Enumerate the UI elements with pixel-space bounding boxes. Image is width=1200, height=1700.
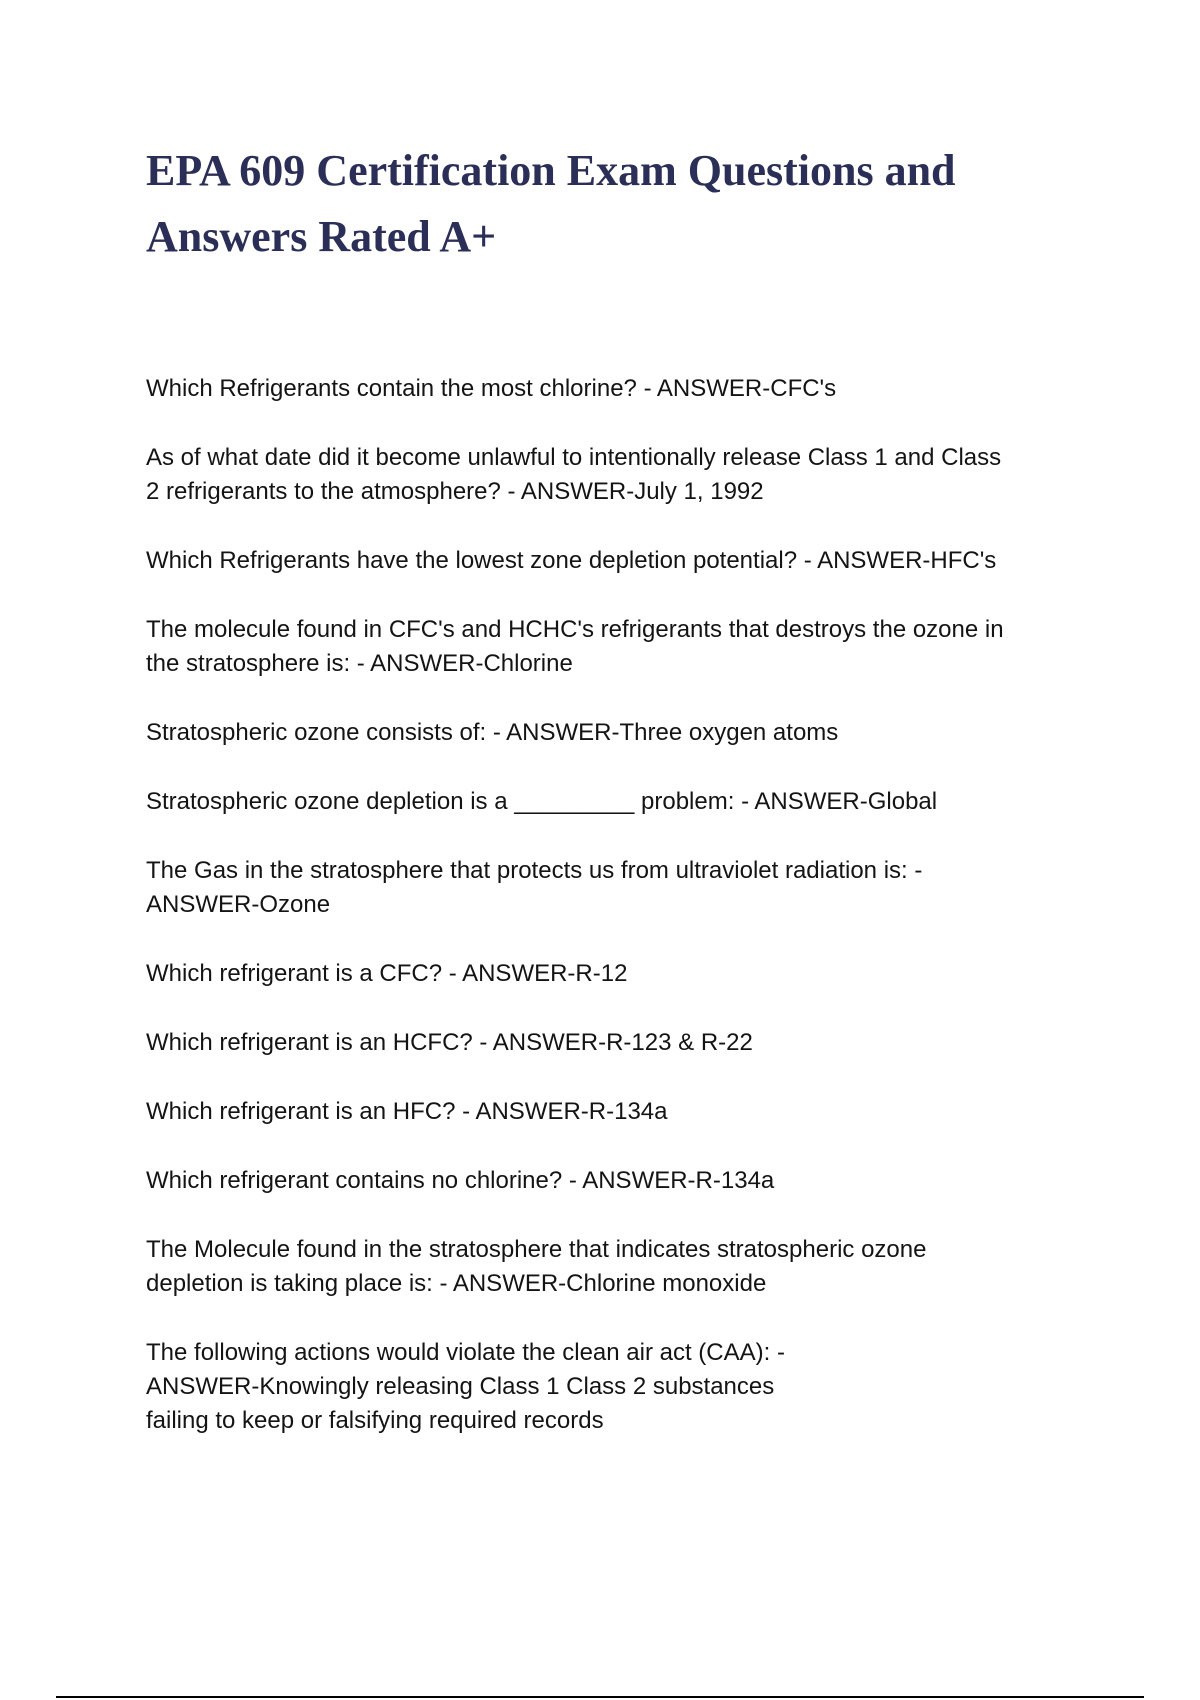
qa-item: Which Refrigerants contain the most chlorine? - ANSWER-CFC's bbox=[146, 375, 837, 402]
qa-item: The following actions would violate the clean air act (CAA): - ANSWER-Knowingly releasing Class 1 Class 2 substances failing to keep or falsifying required records bbox=[146, 1339, 785, 1434]
qa-item: Stratospheric ozone consists of: - ANSWER-Three oxygen atoms bbox=[146, 719, 839, 746]
qa-item: Which refrigerant is an HCFC? - ANSWER-R-123 & R-22 bbox=[146, 1029, 753, 1056]
page-title: EPA 609 Certification Exam Questions and Answers Rated A+ bbox=[146, 146, 956, 261]
qa-item: The Gas in the stratosphere that protects us from ultraviolet radiation is: - ANSWER-Ozone bbox=[146, 857, 923, 918]
qa-item: The Molecule found in the stratosphere that indicates stratospheric ozone depletion is taking place is: - ANSWER-Chlorine monoxide bbox=[146, 1236, 927, 1297]
qa-item: As of what date did it become unlawful to intentionally release Class 1 and Class 2 refrigerants to the atmosphere? - ANSWER-July 1, 1992 bbox=[146, 444, 1002, 505]
qa-item: Which refrigerant is an HFC? - ANSWER-R-134a bbox=[146, 1098, 668, 1125]
qa-list bbox=[146, 372, 1096, 1473]
qa-item: Stratospheric ozone depletion is a _________ problem: - ANSWER-Global bbox=[146, 788, 938, 815]
qa-item: Which refrigerant is a CFC? - ANSWER-R-12 bbox=[146, 960, 628, 987]
qa-item: Which Refrigerants have the lowest zone depletion potential? - ANSWER-HFC's bbox=[146, 547, 997, 574]
bottom-divider bbox=[56, 1696, 1144, 1698]
qa-item: Which refrigerant contains no chlorine? - ANSWER-R-134a bbox=[146, 1167, 775, 1194]
qa-item: The molecule found in CFC's and HCHC's refrigerants that destroys the ozone in the stratosphere is: - ANSWER-Chlorine bbox=[146, 616, 1004, 677]
